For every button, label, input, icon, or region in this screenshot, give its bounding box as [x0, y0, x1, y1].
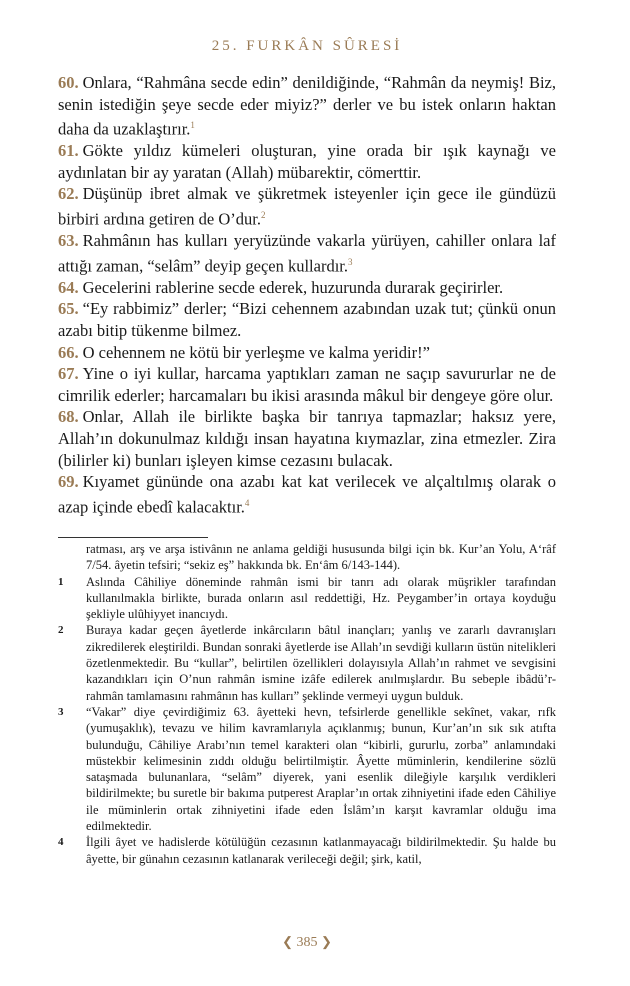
verse-text: O cehennem ne kötü bir yerleşme ve kalma yeridir!”	[82, 342, 430, 362]
footnote-marker[interactable]: 4	[244, 497, 250, 508]
verse-number: 65.	[58, 299, 79, 319]
verse-text: Yine o iyi kullar, harcama yaptıkları zaman ne saçıp savururlar ne de cimrilik ederler; harcamaları bu ikisi arasında mâkul bir dengeye göre olur.	[58, 364, 556, 405]
verse-text: Düşünüp ibret almak ve şükretmek isteyenler için gece ile gündüzü birbiri ardına getiren de O’dur.	[58, 184, 556, 229]
footnote-text: Aslında Câhiliye döneminde rahmân ismi bir tanrı adı olarak müşrikler tarafından kullanılmakla birlikte, burada onların asıl reddettiği, Hz. Peygamber’in ortaya koyduğu şekliyle ulûhiyyet inancıydı.	[86, 574, 556, 622]
verse-text: Rahmânın has kulları yeryüzünde vakarla yürüyen, cahiller onlara laf attığı zaman, “selâm” deyip geçen kullardır.	[58, 231, 556, 276]
verse-number: 69.	[58, 472, 79, 492]
verse	[58, 406, 556, 471]
footnote	[58, 541, 556, 574]
page-number: 385	[296, 935, 318, 950]
verse	[58, 342, 556, 364]
verse	[58, 72, 556, 140]
footnote-number: 1	[58, 575, 64, 588]
verse-number: 61.	[58, 141, 79, 161]
verse-number: 66.	[58, 342, 79, 362]
verse	[58, 471, 556, 518]
footnote-number: 3	[58, 705, 64, 718]
verse	[58, 363, 556, 406]
running-header: 25. FURKÂN SÛRESİ	[211, 38, 403, 54]
verse	[58, 140, 556, 183]
footnote-text: “Vakar” diye çevirdiğimiz 63. âyetteki hevn, tefsirlerde genellikle sekînet, vakar, rıfk (yumuşaklık), tevazu ve hilim kavramlarıyla açıklanmış; bunun, Kur’an’ın sık sık atıfta bulunduğu, Câhiliye Arabı’nın temel karakteri olan “kibirli, gururlu, zorba” anlamındaki müstekbir kelimesinin zıddı olduğu belirtilmiştir. Âyette müminlerin, kendilerine sözlü sataşmada bulunanlara, “selâm” diyerek, yani esenlik dileğiyle karşılık verdikleri bildirilmekte; bu suretle bir bakıma putperest Araplar’ın ortak zihniyetini ifade eden Câhiliye ile müminlerin ortak zihniyetini ifade eden İslâm’ın karşıt kavramlar olduğu ima edilmektedir.	[86, 704, 556, 834]
verse-text: Gökte yıldız kümeleri oluşturan, yine orada bir ışık kaynağı ve aydınlatan bir ay yaratan (Allah) mübarektir, cömerttir.	[58, 141, 556, 182]
footnote-marker[interactable]: 2	[260, 210, 266, 221]
footnote-number: 2	[58, 624, 64, 637]
footnote-text: ratması, arş ve arşa istivânın ne anlama geldiği hususunda bilgi için bk. Kur’an Yolu, A‘râf 7/54. âyetin tefsiri; “sekiz eş” hakkında bk. En‘âm 6/143-144).	[86, 542, 556, 573]
verse-number: 63.	[58, 231, 79, 251]
page-footer	[58, 934, 556, 951]
verse-number: 67.	[58, 364, 79, 384]
footnote-text: Buraya kadar geçen âyetlerde inkârcıların bâtıl inançları; yanlış ve zararlı davranışları zikredilerek eleştirildi. Bundan sonraki âyetlerde ise Allah’ın sevdiği kulların üstün nitelikleri özetlenmektedir. Bu “kullar”, belirtilen özellikleri dolayısıyla Allah’ın rahmet ve sevgisini kazandıkları için O’nun rahmân ismine izâfe edilerek anılmışlardır. Bu sebeple ibâdü’r-rahmân tamlamasını rahmânın has kulları” şeklinde vermeyi uygun bulduk.	[86, 623, 556, 703]
ornament-left-icon: ❮	[282, 934, 293, 949]
footnote	[58, 622, 556, 703]
verse-list	[58, 72, 556, 518]
verse-text: Kıyamet gününde ona azabı kat kat verilecek ve alçaltılmış olarak o azap içinde ebedî kalacaktır.	[58, 472, 556, 517]
verse-text: Gecelerini rablerine secde ederek, huzurunda durarak geçirirler.	[82, 277, 504, 297]
ornament-right-icon: ❯	[321, 934, 332, 949]
footnote-list	[58, 541, 556, 867]
verse-text: Onlar, Allah ile birlikte başka bir tanrıya tapmazlar; haksız yere, Allah’ın dokunulmaz kıldığı insan hayatına kıymazlar, zina etmezler. Zira (bilirler ki) bunları işleyen kimse cezasını bulacak.	[58, 407, 556, 470]
footnote-marker[interactable]: 3	[348, 256, 353, 267]
verse	[58, 277, 556, 299]
verse-number: 60.	[58, 73, 79, 92]
footnote	[58, 574, 556, 623]
verse	[58, 230, 556, 277]
verse-number: 64.	[58, 277, 79, 297]
footnote-marker[interactable]: 1	[190, 120, 195, 131]
footnote-number: 4	[58, 836, 64, 849]
verse-number: 68.	[58, 407, 79, 427]
footnote	[58, 834, 556, 867]
footnote	[58, 704, 556, 834]
verse	[58, 183, 556, 230]
verse-number: 62.	[58, 184, 79, 204]
verse-text: “Ey rabbimiz” derler; “Bizi cehennem azabından uzak tut; çünkü onun azabı bitip tükenme bilmez.	[58, 299, 556, 341]
verse-text: Onlara, “Rahmâna secde edin” denildiğinde, “Rahmân da neymiş! Biz, senin istediğin şeye secde eder miyiz?” derler ve bu istek onların haktan daha da uzaklaştırır.	[58, 73, 556, 139]
footnote-divider	[58, 537, 208, 538]
footnote-text: İlgili âyet ve hadislerde kötülüğün cezasının katlanmayacağı bildirilmektedir. Şu halde bu âyette, bir günahın cezasının katlanarak verileceği değil; şirk, katil,	[86, 835, 556, 866]
verse	[58, 298, 556, 341]
